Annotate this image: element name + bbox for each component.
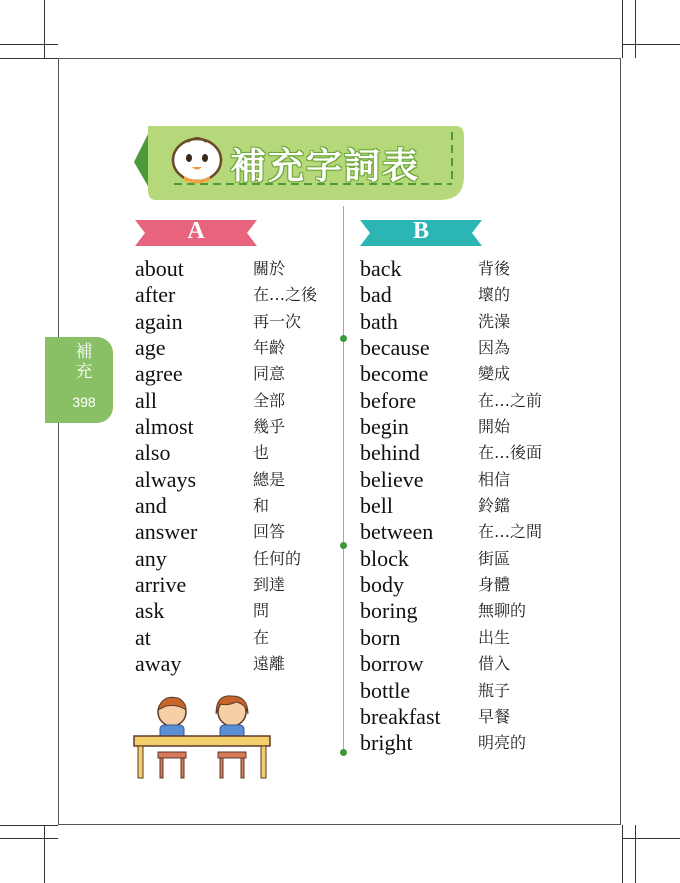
vocab-row bbox=[135, 519, 335, 545]
english-word: bell bbox=[360, 493, 393, 519]
chinese-meaning: 年齡 bbox=[253, 338, 286, 358]
english-word: borrow bbox=[360, 651, 424, 677]
chinese-meaning: 幾乎 bbox=[253, 417, 286, 437]
chinese-meaning: 瓶子 bbox=[478, 680, 511, 700]
english-word: bad bbox=[360, 282, 392, 308]
vocab-row bbox=[360, 440, 580, 466]
english-word: believe bbox=[360, 466, 424, 492]
english-word: answer bbox=[135, 519, 198, 545]
vocab-row bbox=[360, 414, 580, 440]
english-word: ask bbox=[135, 598, 165, 624]
english-word: before bbox=[360, 387, 417, 413]
vocab-row bbox=[135, 598, 335, 624]
crop-mark bbox=[0, 825, 58, 826]
chinese-meaning: 在…之間 bbox=[478, 522, 543, 542]
vocab-row bbox=[135, 493, 335, 519]
vocab-row bbox=[360, 256, 580, 282]
english-word: because bbox=[360, 335, 430, 361]
english-word: block bbox=[360, 545, 409, 571]
english-word: always bbox=[135, 466, 197, 492]
word-list-a bbox=[135, 256, 335, 678]
chinese-meaning: 再一次 bbox=[253, 311, 302, 331]
students-at-desk-illustration bbox=[132, 690, 272, 782]
vocab-row bbox=[135, 414, 335, 440]
chinese-meaning: 和 bbox=[253, 496, 270, 516]
vocab-row bbox=[360, 572, 580, 598]
english-word: any bbox=[135, 545, 167, 571]
crop-mark bbox=[0, 44, 58, 45]
chinese-meaning: 開始 bbox=[478, 417, 511, 437]
english-word: bath bbox=[360, 308, 398, 334]
chinese-meaning: 在 bbox=[253, 627, 270, 647]
crop-mark bbox=[635, 0, 636, 58]
english-word: begin bbox=[360, 414, 409, 440]
vocab-row bbox=[135, 546, 335, 572]
chinese-meaning: 洗澡 bbox=[478, 311, 511, 331]
chinese-meaning: 無聊的 bbox=[478, 601, 527, 621]
chinese-meaning: 壞的 bbox=[478, 285, 511, 305]
vocab-row bbox=[360, 678, 580, 704]
vocab-row bbox=[135, 256, 335, 282]
english-word: agree bbox=[135, 361, 183, 387]
english-word: at bbox=[135, 624, 151, 650]
vocab-row bbox=[360, 467, 580, 493]
vocab-row bbox=[135, 467, 335, 493]
vocab-row bbox=[360, 309, 580, 335]
vocab-row bbox=[135, 309, 335, 335]
chinese-meaning: 同意 bbox=[253, 364, 286, 384]
chinese-meaning: 在…之前 bbox=[478, 390, 543, 410]
chinese-meaning: 回答 bbox=[253, 522, 286, 542]
divider-dot bbox=[340, 335, 347, 342]
vocab-row bbox=[360, 335, 580, 361]
chinese-meaning: 借入 bbox=[478, 654, 511, 674]
vocab-row bbox=[360, 361, 580, 387]
english-word: again bbox=[135, 308, 183, 334]
crop-mark bbox=[44, 0, 45, 58]
vocab-row bbox=[360, 388, 580, 414]
vocab-row bbox=[360, 730, 580, 756]
english-word: arrive bbox=[135, 572, 187, 598]
chinese-meaning: 明亮的 bbox=[478, 733, 527, 753]
chinese-meaning: 到達 bbox=[253, 575, 286, 595]
chinese-meaning: 在…之後 bbox=[253, 285, 318, 305]
vocab-row bbox=[360, 493, 580, 519]
vocab-row bbox=[360, 546, 580, 572]
chinese-meaning: 全部 bbox=[253, 390, 286, 410]
chinese-meaning: 任何的 bbox=[253, 548, 302, 568]
vocab-row bbox=[360, 282, 580, 308]
chinese-meaning: 在…後面 bbox=[478, 443, 543, 463]
section-a-letter: A bbox=[187, 218, 205, 244]
chinese-meaning: 關於 bbox=[253, 259, 286, 278]
crop-mark bbox=[635, 825, 636, 883]
english-word: back bbox=[360, 256, 402, 281]
divider-dot bbox=[340, 542, 347, 549]
chinese-meaning: 出生 bbox=[478, 627, 511, 647]
english-word: age bbox=[135, 335, 166, 361]
english-word: almost bbox=[135, 414, 194, 440]
vocab-row bbox=[135, 651, 335, 677]
english-word: all bbox=[135, 387, 157, 413]
vocab-row bbox=[360, 519, 580, 545]
vocab-row bbox=[135, 388, 335, 414]
column-divider bbox=[343, 206, 344, 754]
crop-mark bbox=[622, 825, 623, 883]
english-word: and bbox=[135, 493, 167, 519]
vocab-row bbox=[360, 651, 580, 677]
chinese-meaning: 背後 bbox=[478, 259, 511, 278]
vocab-row bbox=[360, 704, 580, 730]
vocab-row bbox=[135, 335, 335, 361]
english-word: after bbox=[135, 282, 176, 308]
crop-mark bbox=[622, 838, 680, 839]
english-word: breakfast bbox=[360, 703, 441, 729]
vocab-row bbox=[135, 282, 335, 308]
chinese-meaning: 問 bbox=[253, 601, 270, 621]
crop-mark bbox=[622, 44, 680, 45]
chinese-meaning: 相信 bbox=[478, 469, 511, 489]
vocab-row bbox=[135, 572, 335, 598]
vocab-row bbox=[135, 361, 335, 387]
page-title: 補充字詞表 bbox=[230, 146, 421, 187]
english-word: become bbox=[360, 361, 429, 387]
dumpling-mascot-icon bbox=[170, 132, 224, 184]
crop-mark bbox=[0, 838, 58, 839]
vocab-row bbox=[360, 598, 580, 624]
english-word: behind bbox=[360, 440, 420, 466]
side-tab-label: 補充 bbox=[75, 342, 93, 382]
divider-dot bbox=[340, 749, 347, 756]
crop-mark bbox=[44, 825, 45, 883]
section-b-letter: B bbox=[412, 218, 429, 244]
english-word: bottle bbox=[360, 677, 411, 703]
chinese-meaning: 早餐 bbox=[478, 706, 511, 726]
chinese-meaning: 因為 bbox=[478, 338, 511, 358]
chinese-meaning: 街區 bbox=[478, 548, 511, 568]
chinese-meaning: 總是 bbox=[253, 469, 286, 489]
chinese-meaning: 身體 bbox=[478, 575, 511, 595]
chinese-meaning: 變成 bbox=[478, 364, 511, 384]
crop-mark bbox=[0, 58, 58, 59]
english-word: also bbox=[135, 440, 171, 466]
word-list-b bbox=[360, 256, 580, 757]
page-number: 398 bbox=[72, 394, 96, 410]
english-word: away bbox=[135, 651, 182, 677]
chinese-meaning: 也 bbox=[253, 443, 270, 463]
crop-mark bbox=[622, 0, 623, 58]
english-word: born bbox=[360, 624, 401, 650]
english-word: about bbox=[135, 256, 184, 281]
vocab-row bbox=[360, 625, 580, 651]
chinese-meaning: 鈴鐺 bbox=[478, 496, 511, 516]
english-word: boring bbox=[360, 598, 418, 624]
english-word: bright bbox=[360, 730, 413, 756]
english-word: between bbox=[360, 519, 434, 545]
english-word: body bbox=[360, 572, 404, 598]
vocab-row bbox=[135, 625, 335, 651]
vocab-row bbox=[135, 440, 335, 466]
chinese-meaning: 遠離 bbox=[253, 654, 286, 674]
